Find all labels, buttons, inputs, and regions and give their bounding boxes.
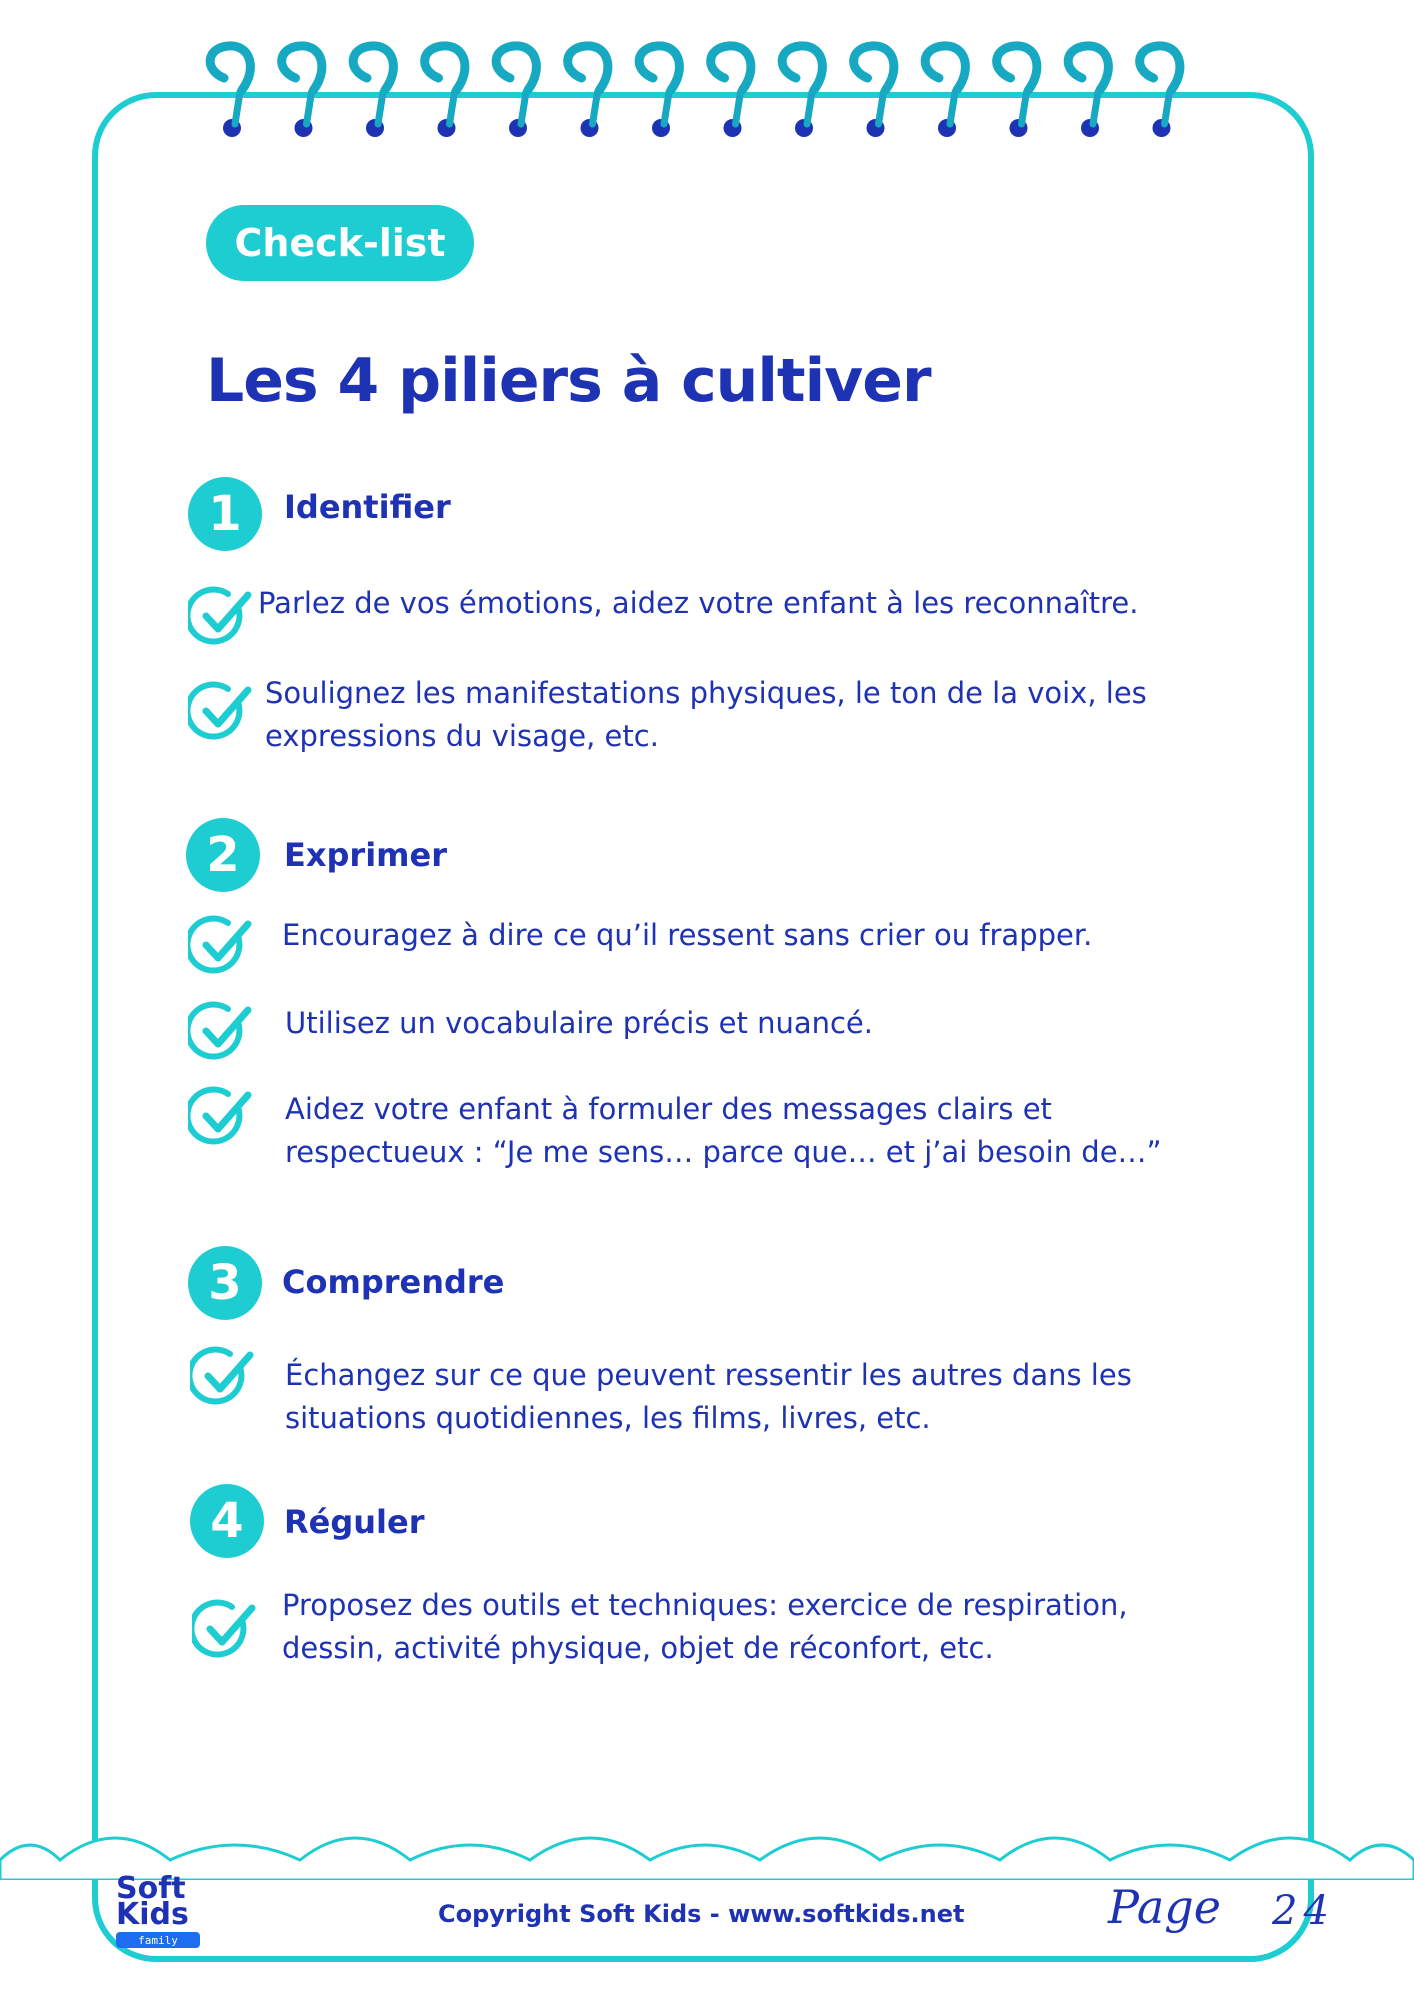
spiral-ring-icon [1140,46,1180,90]
check-circle-icon [192,1598,256,1660]
spiral-ring-icon [925,46,965,90]
spiral-ring-icon [425,46,465,90]
list-item: Parlez de vos émotions, aidez votre enfant à les reconnaître. [258,586,1139,620]
list-item: Soulignez les manifestations physiques, le ton de la voix, les expressions du visage, etc. [265,676,1147,753]
checklist-badge-label: Check-list [234,221,446,265]
spiral-ring-icon [210,46,250,90]
spiral-ring-icon [1068,46,1108,90]
spiral-ring-tail [521,92,526,124]
check-circle-icon [190,1345,254,1407]
check-circle-icon [188,1085,252,1147]
spiral-ring-icon [711,46,751,90]
logo-line-3: family [116,1932,200,1948]
spiral-ring-tail [235,92,240,124]
page-title: Les 4 piliers à cultiver [206,346,931,416]
softkids-logo [112,1871,212,1954]
spiral-ring-tail [736,92,741,124]
spiral-ring-tail [450,92,455,124]
list-item: Encouragez à dire ce qu’il ressent sans crier ou frapper. [282,918,1093,952]
check-circle-icon [188,1000,252,1062]
pillar-number: 2 [186,818,260,892]
pillar-title: Exprimer [284,836,447,874]
pillar-title: Réguler [284,1503,425,1541]
checklist-badge [206,205,474,281]
spiral-ring-icon [353,46,393,90]
list-item: Proposez des outils et techniques: exercice de respiration, dessin, activité physique, objet de réconfort, etc. [282,1588,1128,1665]
spiral-ring-icon [782,46,822,90]
check-circle-icon [188,680,252,742]
spiral-ring-tail [378,92,383,124]
page-number: 24 [1272,1888,1335,1934]
check-circle-icon [188,585,252,647]
spiral-ring-tail [664,92,669,124]
spiral-ring-icon [496,46,536,90]
spiral-ring-tail [950,92,955,124]
page-label: Page [1108,1880,1221,1934]
spiral-binding [0,0,1414,140]
cloud-border [0,1800,1414,1880]
check-circle-icon [188,914,252,976]
logo-line-2: Kids [116,1897,189,1932]
pillar-title: Identifier [284,488,451,526]
spiral-ring-icon [282,46,322,90]
spiral-ring-tail [1165,92,1170,124]
spiral-ring-icon [854,46,894,90]
spiral-ring-tail [1093,92,1098,124]
pillar-title: Comprendre [282,1263,505,1301]
list-item: Aidez votre enfant à formuler des messages clairs et respectueux : “Je me sens… parce que… et j’ai besoin de…” [285,1092,1162,1169]
list-item: Utilisez un vocabulaire précis et nuancé. [285,1006,873,1040]
logo-line-1: Soft [116,1871,186,1906]
pillar-number: 4 [190,1484,264,1558]
spiral-ring-tail [307,92,312,124]
spiral-ring-icon [568,46,608,90]
spiral-ring-tail [879,92,884,124]
copyright-text: Copyright Soft Kids - www.softkids.net [438,1900,965,1928]
pillar-number: 3 [188,1246,262,1320]
spiral-ring-icon [997,46,1037,90]
spiral-ring-tail [1022,92,1027,124]
spiral-ring-icon [639,46,679,90]
pillar-number: 1 [188,477,262,551]
spiral-ring-tail [593,92,598,124]
list-item: Échangez sur ce que peuvent ressentir les autres dans les situations quotidiennes, les films, livres, etc. [285,1358,1132,1435]
spiral-ring-tail [807,92,812,124]
